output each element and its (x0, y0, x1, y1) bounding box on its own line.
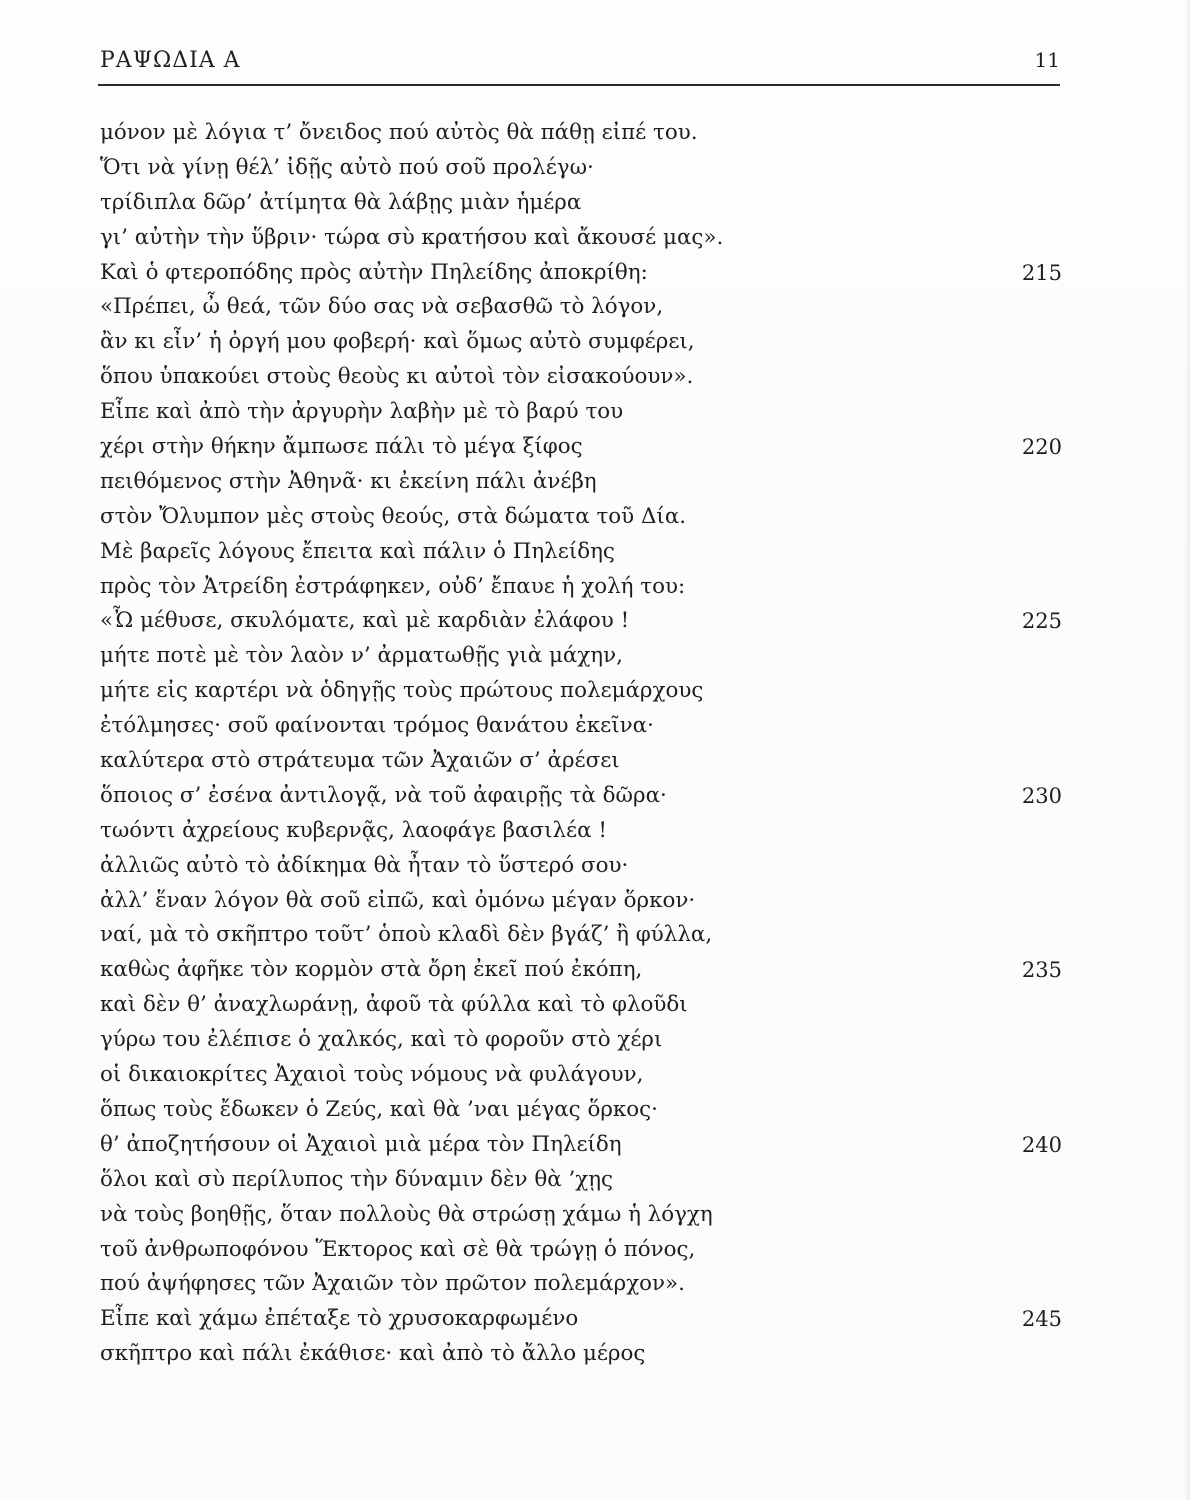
line-number: 240 (1021, 1132, 1062, 1157)
verse-line (100, 886, 1062, 921)
verse-line (100, 1130, 1062, 1165)
verse-line (100, 641, 1062, 676)
verse-text: Ὅτι νὰ γίνῃ θέλ’ ἰδῇς αὐτὸ πού σοῦ προλέγω· (100, 154, 594, 180)
line-number: 215 (1021, 260, 1062, 285)
verse-text: Εἶπε καὶ χάμω ἐπέταξε τὸ χρυσοκαρφωμένο (100, 1306, 579, 1332)
verse-text: πού ἀψήφησες τῶν Ἀχαιῶν τὸν πρῶτον πολεμάρχον». (100, 1271, 685, 1297)
verse-text: ὅπου ὑπακούει στοὺς θεοὺς κι αὐτοὶ τὸν εἰσακούουν». (100, 364, 694, 390)
verse-text: ναί, μὰ τὸ σκῆπτρο τοῦτ’ ὁποὺ κλαδὶ δὲν βγάζ’ ἢ φύλλα, (100, 922, 713, 948)
verse-line (100, 920, 1062, 955)
verse-line (100, 1235, 1062, 1270)
verse-line (100, 188, 1062, 223)
verse-text: ὅλοι καὶ σὺ περίλυπος τὴν δύναμιν δὲν θὰ ’χῃς (100, 1166, 613, 1192)
verse-line (100, 1200, 1062, 1235)
verse-line (100, 746, 1062, 781)
verse-line (100, 606, 1062, 641)
verse-text: ἂν κι εἶν’ ἡ ὀργή μου φοβερή· καὶ ὅμως αὐτὸ συμφέρει, (100, 329, 695, 355)
verse-text: ἐτόλμησες· σοῦ φαίνονται τρόμος θανάτου ἐκεῖνα· (100, 713, 654, 739)
page-edge-shadow (1184, 0, 1190, 1500)
verse-line (100, 258, 1062, 293)
line-number: 230 (1021, 783, 1062, 808)
verse-text: μήτε ποτὲ μὲ τὸν λαὸν ν’ ἀρματωθῇς γιὰ μάχην, (100, 643, 623, 669)
verse-line (100, 397, 1062, 432)
verse-line (100, 1339, 1062, 1374)
verse-line (100, 781, 1062, 816)
verse-line (100, 502, 1062, 537)
verse-line (100, 1060, 1062, 1095)
verse-text: οἱ δικαιοκρίτες Ἀχαιοὶ τοὺς νόμους νὰ φυλάγουν, (100, 1062, 644, 1088)
header-rule (98, 84, 1060, 86)
verse-text: μήτε εἰς καρτέρι νὰ ὁδηγῇς τοὺς πρώτους πολεμάρχους (100, 678, 704, 704)
verse-line (100, 572, 1062, 607)
verse-text: πρὸς τὸν Ἀτρείδη ἐστράφηκεν, οὐδ’ ἔπαυε ἡ χολή του: (100, 573, 686, 599)
verse-text: θ’ ἀποζητήσουν οἱ Ἀχαιοὶ μιὰ μέρα τὸν Πηλείδη (100, 1131, 622, 1157)
verse-text: ὅπως τοὺς ἔδωκεν ὁ Ζεύς, καὶ θὰ ’ναι μέγας ὅρκος· (100, 1096, 658, 1122)
verse-line (100, 1025, 1062, 1060)
verse-text: ἀλλ’ ἕναν λόγον θὰ σοῦ εἰπῶ, καὶ ὀμόνω μέγαν ὅρκον· (100, 887, 696, 913)
page-number: 11 (1034, 48, 1060, 72)
verse-line (100, 851, 1062, 886)
verse-line (100, 118, 1062, 153)
verse-text: ἀλλιῶς αὐτὸ τὸ ἀδίκημα θὰ ἦταν τὸ ὕστερό σου· (100, 852, 629, 878)
verse-text: στὸν Ὄλυμπον μὲς στοὺς θεούς, στὰ δώματα τοῦ Δία. (100, 503, 687, 529)
verse-text: γι’ αὐτὴν τὴν ὕβριν· τώρα σὺ κρατήσου καὶ ἄκουσέ μας». (100, 224, 724, 250)
verse-block (100, 118, 1062, 1374)
verse-line (100, 292, 1062, 327)
verse-line (100, 816, 1062, 851)
verse-line (100, 223, 1062, 258)
line-number: 235 (1021, 958, 1062, 983)
verse-text: νὰ τοὺς βοηθῇς, ὅταν πολλοὺς θὰ στρώσῃ χάμω ἡ λόγχη (100, 1201, 713, 1227)
verse-text: Μὲ βαρεῖς λόγους ἔπειτα καὶ πάλιν ὁ Πηλείδης (100, 538, 615, 564)
verse-text: καθὼς ἀφῆκε τὸν κορμὸν στὰ ὄρη ἐκεῖ πού ἐκόπη, (100, 957, 643, 983)
running-title: ΡΑΨΩΔΙΑ Α (100, 48, 241, 73)
verse-line (100, 676, 1062, 711)
verse-text: καλύτερα στὸ στράτευμα τῶν Ἀχαιῶν σ’ ἀρέσει (100, 748, 620, 774)
verse-line (100, 327, 1062, 362)
verse-line (100, 467, 1062, 502)
line-number: 225 (1021, 609, 1062, 634)
verse-text: «Πρέπει, ὦ θεά, τῶν δύο σας νὰ σεβασθῶ τὸ λόγον, (100, 294, 664, 320)
verse-text: πειθόμενος στὴν Ἀθηνᾶ· κι ἐκείνη πάλι ἀνέβη (100, 468, 597, 494)
verse-line (100, 711, 1062, 746)
line-number: 220 (1021, 435, 1062, 460)
page-header (100, 48, 1060, 84)
verse-line (100, 1304, 1062, 1339)
verse-text: τρίδιπλα δῶρ’ ἀτίμητα θὰ λάβῃς μιὰν ἡμέρα (100, 189, 582, 215)
line-number: 245 (1021, 1307, 1062, 1332)
verse-line (100, 153, 1062, 188)
verse-line (100, 1165, 1062, 1200)
verse-text: Εἶπε καὶ ἀπὸ τὴν ἀργυρὴν λαβὴν μὲ τὸ βαρύ του (100, 399, 624, 425)
verse-text: ὅποιος σ’ ἐσένα ἀντιλογᾷ, νὰ τοῦ ἀφαιρῇς τὰ δῶρα· (100, 782, 667, 808)
verse-line (100, 537, 1062, 572)
verse-line (100, 990, 1062, 1025)
verse-text: «Ὦ μέθυσε, σκυλόματε, καὶ μὲ καρδιὰν ἐλάφου ! (100, 608, 630, 634)
verse-text: καὶ δὲν θ’ ἀναχλωράνῃ, ἀφοῦ τὰ φύλλα καὶ τὸ φλοῦδι (100, 992, 688, 1018)
verse-line (100, 362, 1062, 397)
verse-text: μόνον μὲ λόγια τ’ ὄνειδος πού αὐτὸς θὰ πάθῃ εἰπέ του. (100, 120, 698, 145)
verse-line (100, 955, 1062, 990)
verse-text: Καὶ ὁ φτεροπόδης πρὸς αὐτὴν Πηλείδης ἀποκρίθη: (100, 259, 648, 285)
verse-line (100, 432, 1062, 467)
verse-line (100, 1095, 1062, 1130)
verse-text: τοῦ ἀνθρωποφόνου Ἕκτορος καὶ σὲ θὰ τρώγῃ ὁ πόνος, (100, 1236, 696, 1262)
verse-line (100, 1269, 1062, 1304)
verse-text: σκῆπτρο καὶ πάλι ἐκάθισε· καὶ ἀπὸ τὸ ἄλλο μέρος (100, 1341, 646, 1367)
verse-text: τωόντι ἀχρείους κυβερνᾷς, λαοφάγε βασιλέα ! (100, 817, 607, 843)
verse-text: χέρι στὴν θήκην ἄμπωσε πάλι τὸ μέγα ξίφος (100, 434, 583, 460)
verse-text: γύρω του ἐλέπισε ὁ χαλκός, καὶ τὸ φοροῦν στὸ χέρι (100, 1027, 663, 1053)
